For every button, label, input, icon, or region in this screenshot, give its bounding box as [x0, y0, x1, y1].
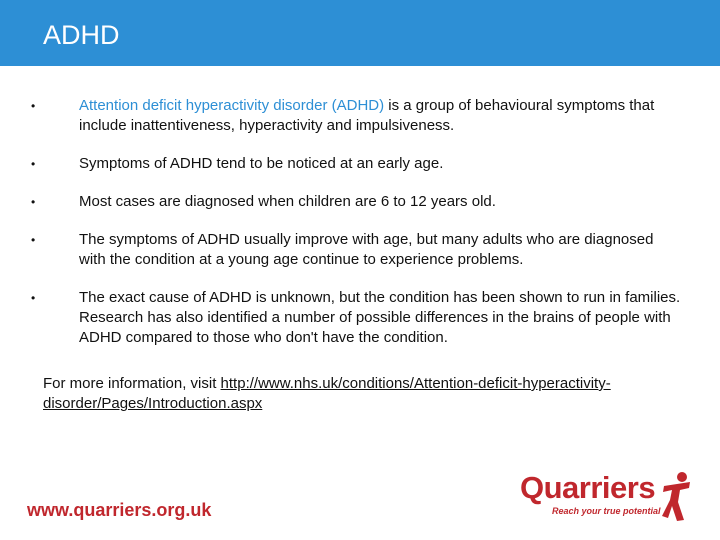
bullet-text: Most cases are diagnosed when children are 6 to 12 years old.	[79, 193, 496, 210]
bullet-marker: •	[31, 233, 36, 247]
bullet-text: Symptoms of ADHD tend to be noticed at an early age.	[79, 155, 444, 172]
bullet-item	[31, 230, 681, 270]
quarriers-logo	[520, 470, 695, 522]
more-info-paragraph	[43, 374, 683, 414]
highlighted-term: Attention deficit hyperactivity disorder (ADHD)	[79, 97, 385, 114]
bullet-item	[31, 96, 681, 136]
bullet-item	[31, 288, 681, 348]
bullet-marker: •	[31, 157, 36, 171]
title-bar	[0, 0, 720, 66]
bullet-marker: •	[31, 195, 36, 209]
bullet-marker: •	[31, 291, 36, 305]
bullet-text: is a group of behavioural symptoms that include inattentiveness, hyperactivity and impulsiveness.	[79, 97, 655, 134]
footer-website: www.quarriers.org.uk	[27, 500, 212, 520]
nhs-link[interactable]: http://www.nhs.uk/conditions/Attention-deficit-hyperactivity-disorder/Pages/Introduction.aspx	[43, 375, 611, 412]
person-figure-icon	[660, 470, 694, 522]
logo-tagline: Reach your true potential	[552, 506, 661, 516]
bullet-item	[31, 154, 681, 174]
bullet-item	[31, 192, 681, 212]
bullet-text: The exact cause of ADHD is unknown, but the condition has been shown to run in families. Research has also identified a number of possible differences in the brains of people with ADHD compared to those who don't have the condition.	[79, 289, 681, 346]
bullet-list	[31, 96, 681, 366]
more-info-prefix: For more information, visit	[43, 375, 221, 392]
bullet-text: The symptoms of ADHD usually improve with age, but many adults who are diagnosed with the condition at a young age continue to experience problems.	[79, 231, 654, 268]
logo-wordmark: Quarriers	[520, 470, 656, 505]
slide-title: ADHD	[43, 20, 120, 50]
bullet-marker: •	[31, 99, 36, 113]
